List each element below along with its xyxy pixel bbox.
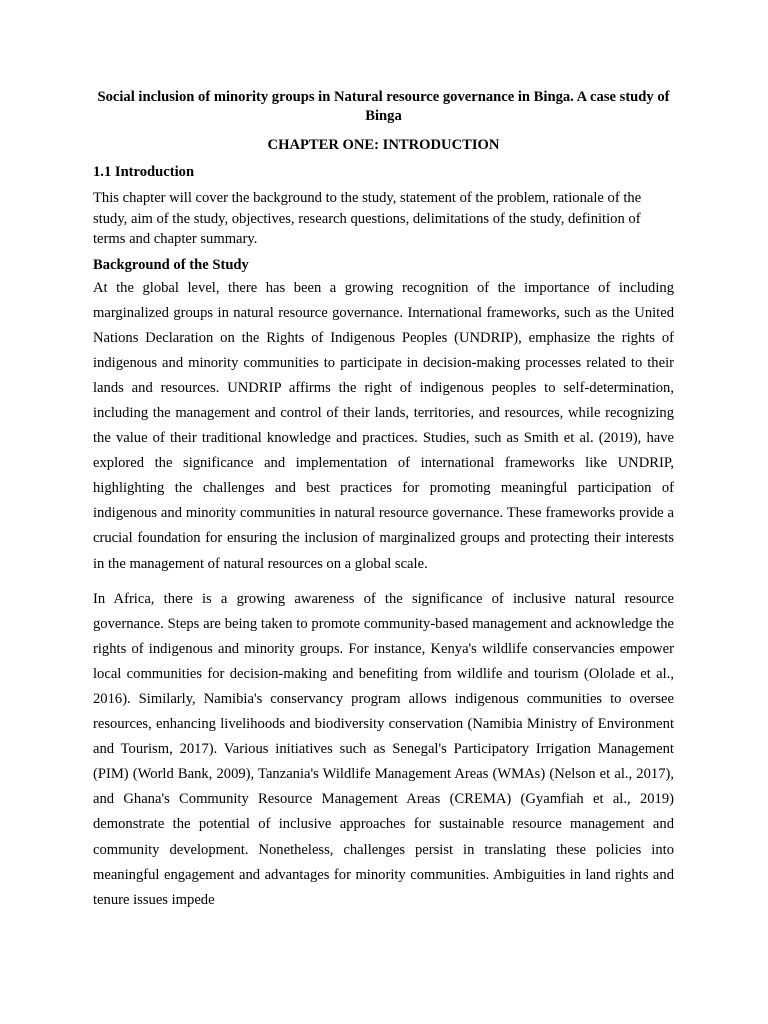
document-title: Social inclusion of minority groups in Natural resource governance in Binga. A case study of Binga	[97, 89, 670, 124]
body-paragraph-africa: In Africa, there is a growing awareness of the significance of inclusive natural resource governance. Steps are being taken to promote community-based management and acknowledge the rights of indigenous and minority groups. For instance, Kenya's wildlife conservancies empower local communities for decision-making and benefiting from wildlife and tourism (Ololade et al., 2016). Similarly, Namibia's conservancy program allows indigenous communities to oversee resources, enhancing livelihoods and biodiversity conservation (Namibia Ministry of Environment and Tourism, 2017). Various initiatives such as Senegal's Participatory Irrigation Management (PIM) (World Bank, 2009), Tanzania's Wildlife Management Areas (WMAs) (Nelson et al., 2017), and Ghana's Community Resource Management Areas (CREMA) (Gyamfiah et al., 2019) demonstrate the potential of inclusive approaches for sustainable resource management and community development. Nonetheless, challenges persist in translating these policies into meaningful engagement and advantages for minority communities. Ambiguities in land rights and tenure issues impede	[93, 590, 674, 908]
intro-paragraph: This chapter will cover the background to the study, statement of the problem, rationale of the study, aim of the study, objectives, research questions, delimitations of the study, definition of terms and chapter summary.	[93, 190, 642, 247]
body-paragraph-global: At the global level, there has been a growing recognition of the importance of including marginalized groups in natural resource governance. International frameworks, such as the United Nations Declaration on the Rights of Indigenous Peoples (UNDRIP), emphasize the rights of indigenous and minority communities to participate in decision-making processes related to their lands and resources. UNDRIP affirms the right of indigenous peoples to self-determination, including the management and control of their lands, territories, and resources, while recognizing the value of their traditional knowledge and practices. Studies, such as Smith et al. (2019), have explored the significance and implementation of international frameworks like UNDRIP, highlighting the challenges and best practices for promoting meaningful participation of indigenous and minority communities in natural resource governance. These frameworks provide a crucial foundation for ensuring the inclusion of marginalized groups and protecting their interests in the management of natural resources on a global scale.	[93, 279, 674, 572]
section-heading: 1.1 Introduction	[93, 164, 195, 180]
subsection-heading: Background of the Study	[93, 256, 249, 273]
chapter-heading: CHAPTER ONE: INTRODUCTION	[267, 137, 500, 153]
